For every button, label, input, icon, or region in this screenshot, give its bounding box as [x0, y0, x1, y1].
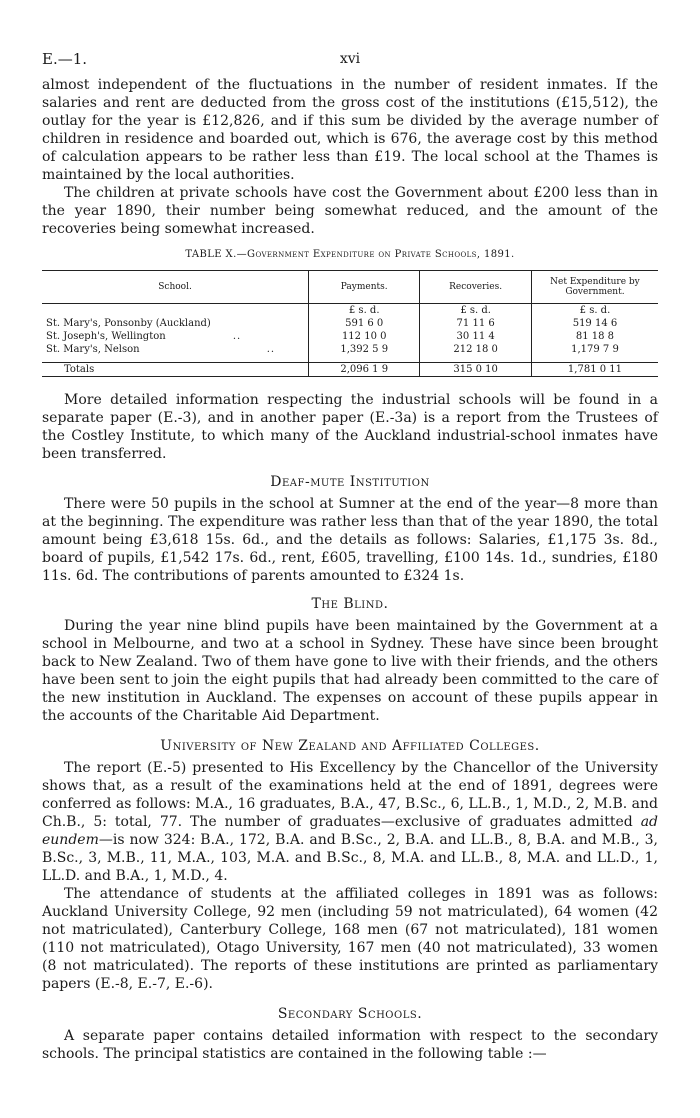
paragraph-university-degrees: The report (E.-5) presented to His Excellency by the Chancellor of the University shows that, as a result of the examinations held at the end of 1891, degrees were conferred as follows: M.A., 16 graduates, B.A., 47, B.Sc., 6, LL.B., 1, M.D., 2, M.B. and Ch.B., 5: total, 77. The number of graduates—exclusive of graduates admitted ad eundem—is now 324: B.A., 172, B.A. and B.Sc., 2, B.A. and LL.B., 8, B.A. and M.B., 3, B.Sc., 3, M.B., 11, M.A., 103, M.A. and B.Sc., 8, M.A. and LL.B., 8, M.A. and LL.D., 1, LL.D. and B.A., 1, M.D., 4. [42, 760, 658, 884]
paragraph-industrial-costs: almost independent of the fluctuations in the number of resident inmates. If the salaries and rent are deducted from the gross cost of the institutions (£15,512), the outlay for the year is £12,826, and if this sum be divided by the average number of children in residence and boarded out, which is 676, the average cost by this method of calculation appears to be rather less than £19. The local school at the Thames is maintained by the local authorities. [42, 77, 658, 183]
paragraph-industrial-schools: More detailed information respecting the industrial schools will be found in a separate paper (E.-3), and in another paper (E.-3a) is a report from the Trustees of the Costley Institute, to which many of the Auckland industrial-school inmates have been transferred. [42, 392, 658, 462]
page-header [42, 50, 658, 76]
paragraph-deaf-mute: There were 50 pupils in the school at Sumner at the end of the year—8 more than at the beginning. The expenditure was rather less than that of the year 1890, the total amount being £3,618 15s. 6d., and the details as follows: Salaries, £1,175 3s. 8d., board of pupils, £1,542 17s. 6d., rent, £605, travelling, £100 14s. 1d., sundries, £180 11s. 6d. The contributions of parents amounted to £324 1s. [42, 496, 658, 584]
recoveries-cell: 212 18 0 [420, 343, 532, 363]
table-row [42, 343, 658, 363]
expenditure-table [42, 270, 658, 377]
table-row [42, 330, 658, 343]
paragraph-secondary-schools: A separate paper contains detailed information with respect to the secondary schools. The principal statistics are contained in the following table :— [42, 1028, 658, 1062]
recoveries-cell: 30 11 4 [420, 330, 532, 343]
totals-label: Totals [42, 363, 309, 377]
page-number: xvi [339, 51, 361, 67]
payments-cell: 1,392 5 9 [309, 343, 420, 363]
school-name: St. Joseph's, Wellington [46, 331, 166, 342]
payments-cell: 591 6 0 [309, 317, 420, 330]
header-recoveries: Recoveries. [420, 271, 532, 304]
totals-payments: 2,096 1 9 [309, 363, 420, 377]
units-payments: £ s. d. [309, 304, 420, 318]
table-caption: TABLE X.—Government Expenditure on Private Schools, 1891. [185, 249, 515, 260]
header-net-expenditure: Net Expenditure by Government. [531, 271, 658, 304]
units-row [42, 304, 658, 318]
latin-phrase: ad eundem [42, 814, 658, 848]
header-payments: Payments. [309, 271, 420, 304]
net-cell: 81 18 8 [531, 330, 658, 343]
heading-secondary-schools: Secondary Schools. [277, 1006, 423, 1022]
school-name: St. Mary's, Nelson [46, 344, 140, 355]
net-cell: 1,179 7 9 [531, 343, 658, 363]
header-school: School. [42, 271, 309, 304]
table-header-row [42, 271, 658, 304]
recoveries-cell: 71 11 6 [420, 317, 532, 330]
heading-blind: The Blind. [311, 596, 389, 612]
paragraph-university-attendance: The attendance of students at the affiliated colleges in 1891 was as follows: Auckland University College, 92 men (including 59 not matriculated), 64 women (42 not matriculated), Canterbury College, 168 men (67 not matriculated), 181 women (110 not matriculated), Otago University, 167 men (40 not matriculated), 33 women (8 not matriculated). The reports of these institutions are printed as parliamentary papers (E.-8, E.-7, E.-6). [42, 886, 658, 992]
heading-deaf-mute: Deaf-mute Institution [270, 474, 430, 490]
paragraph-private-schools: The children at private schools have cost the Government about £200 less than in the year 1890, their number being somewhat reduced, and the amount of the recoveries being somewhat increased. [42, 185, 658, 237]
leader-dots: .. [232, 331, 242, 342]
leader-dots: .. [266, 344, 276, 355]
heading-university: University of New Zealand and Affiliated Colleges. [160, 738, 540, 754]
paragraph-blind: During the year nine blind pupils have been maintained by the Government at a school in Melbourne, and two at a school in Sydney. These have since been brought back to New Zealand. Two of them have gone to live with their friends, and the others have been sent to join the eight pupils that had already been committed to the care of the new institution in Auckland. The expenses on account of these pupils appear in the accounts of the Charitable Aid Department. [42, 618, 658, 724]
units-recoveries: £ s. d. [420, 304, 532, 318]
units-net: £ s. d. [531, 304, 658, 318]
totals-net: 1,781 0 11 [531, 363, 658, 377]
document-code: E.—1. [42, 50, 88, 68]
table-row [42, 317, 658, 330]
payments-cell: 112 10 0 [309, 330, 420, 343]
net-cell: 519 14 6 [531, 317, 658, 330]
totals-row [42, 363, 658, 377]
totals-recoveries: 315 0 10 [420, 363, 532, 377]
school-name: St. Mary's, Ponsonby (Auckland) [46, 318, 211, 329]
